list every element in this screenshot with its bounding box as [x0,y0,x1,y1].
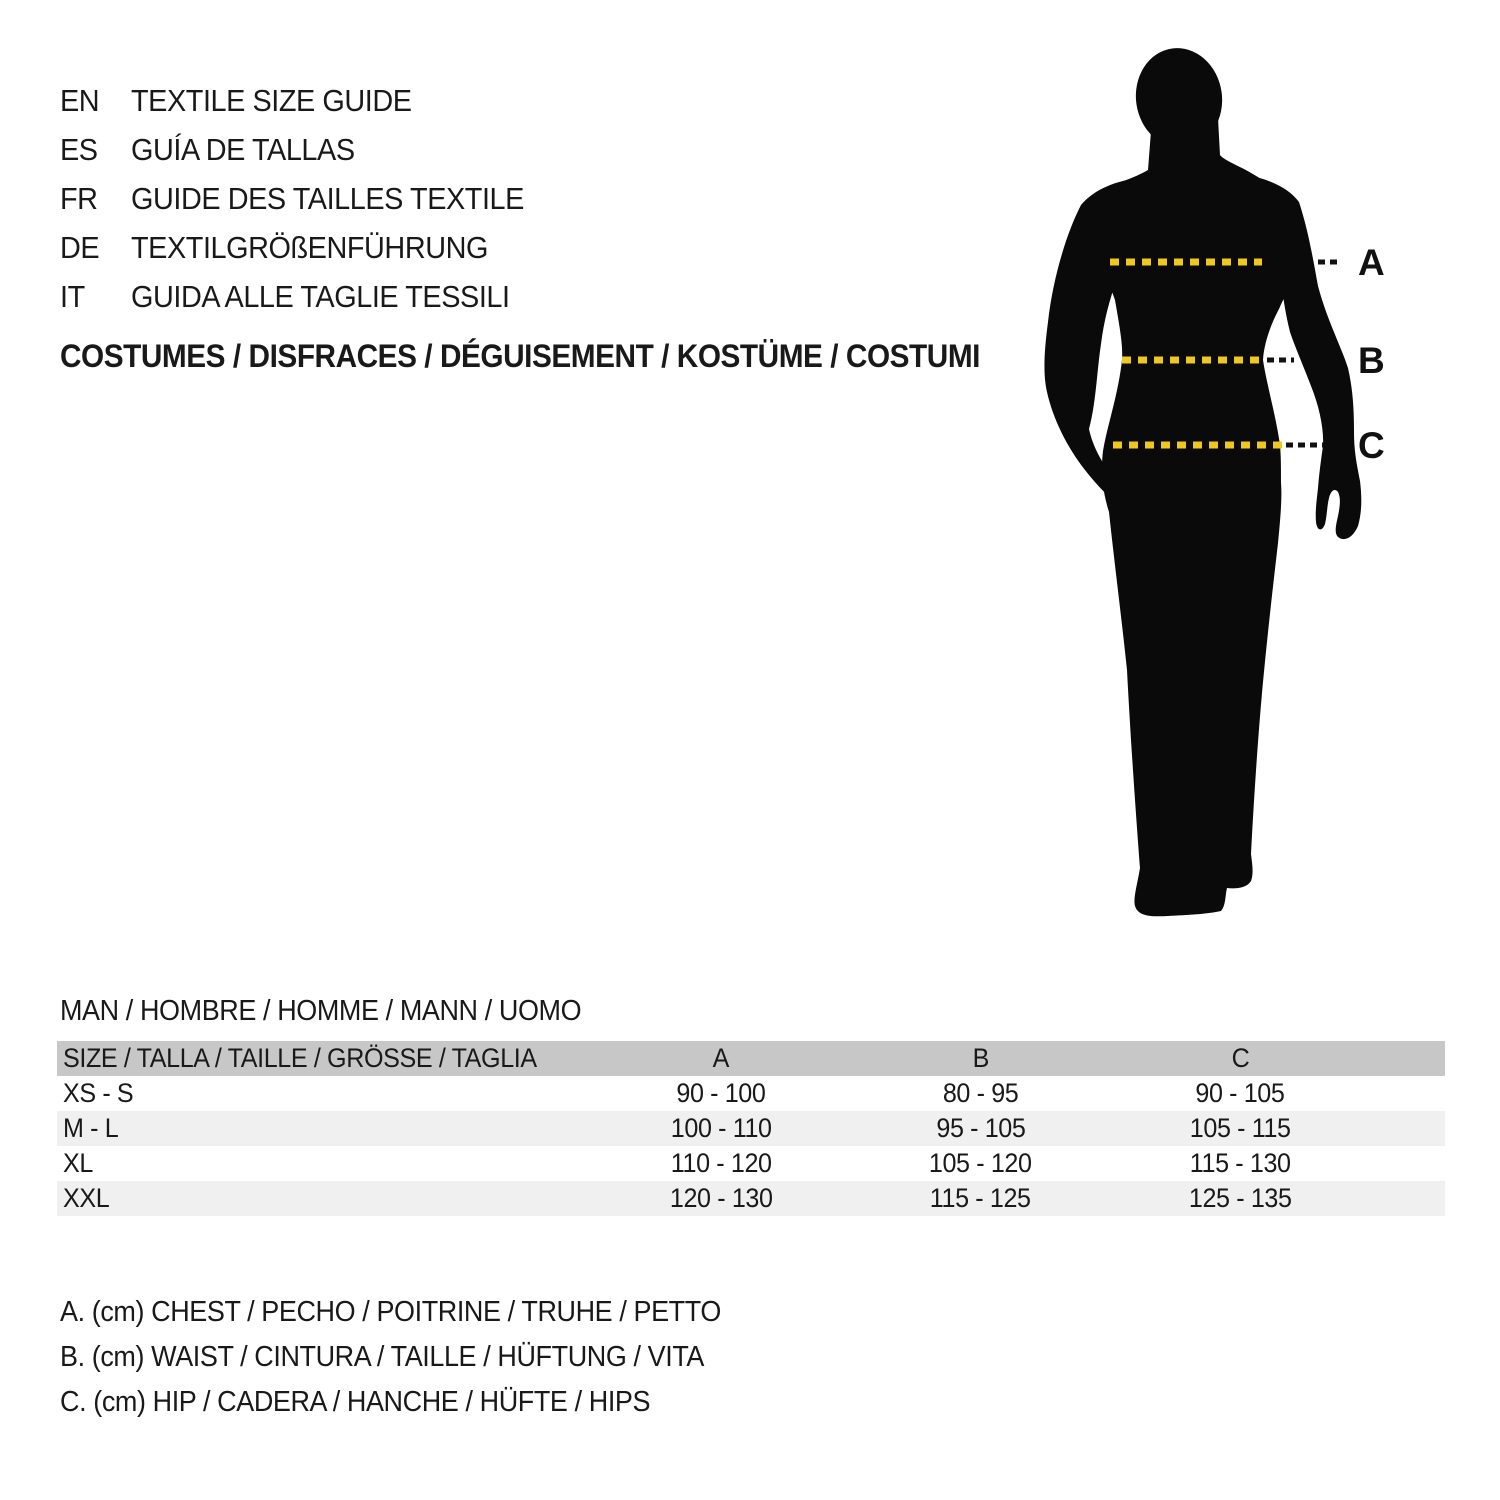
language-row-de [60,223,554,272]
table-row [57,1181,1445,1216]
cell-a: 110 - 120 [670,1148,772,1178]
header-c: C [1231,1043,1250,1073]
language-label: GUÍA DE TALLAS [131,131,355,167]
size-table-wrap [57,1041,1445,1216]
table-row [57,1111,1445,1146]
cell-a: 90 - 100 [676,1078,766,1108]
cell-a: 100 - 110 [670,1113,772,1143]
language-row-es [60,125,554,174]
cell-size: XL [63,1148,93,1178]
cell-spacer [1370,1111,1445,1146]
category-title: COSTUMES / DISFRACES / DÉGUISEMENT / KOSTÜME / COSTUMI [60,338,981,374]
measurement-figure [1040,48,1385,938]
language-code: DE [60,229,100,265]
cell-c: 105 - 115 [1189,1113,1291,1143]
language-row-en [60,76,554,125]
header-a: A [712,1043,730,1073]
table-header-row [57,1041,1445,1076]
man-silhouette-svg [1040,48,1385,938]
legend-hip: C. (cm) HIP / CADERA / HANCHE / HÜFTE / HIPS [60,1386,651,1418]
language-row-fr [60,174,554,223]
cell-b: 80 - 95 [942,1078,1019,1108]
legend-chest: A. (cm) CHEST / PECHO / POITRINE / TRUHE / PETTO [60,1296,721,1328]
cell-size: XS - S [63,1078,134,1108]
measurement-legend [60,1290,771,1425]
header-spacer [1370,1041,1445,1076]
size-table [57,1041,1445,1216]
language-code: FR [60,180,98,216]
language-code: EN [60,82,100,118]
cell-c: 90 - 105 [1195,1078,1285,1108]
language-code: IT [60,278,85,314]
cell-size: M - L [63,1113,119,1143]
header-b: B [972,1043,989,1073]
cell-spacer [1370,1146,1445,1181]
language-label: GUIDE DES TAILLES TEXTILE [131,180,524,216]
marker-letter-c: C [1358,425,1385,466]
cell-spacer [1370,1076,1445,1111]
cell-a: 120 - 130 [669,1183,773,1213]
marker-letter-b: B [1358,340,1385,381]
cell-c: 125 - 135 [1188,1183,1292,1213]
marker-letter-a: A [1358,242,1385,283]
language-label: GUIDA ALLE TAGLIE TESSILI [131,278,510,314]
header-size: SIZE / TALLA / TAILLE / GRÖSSE / TAGLIA [63,1043,537,1073]
gender-title: MAN / HOMBRE / HOMME / MANN / UOMO [60,995,582,1027]
language-label: TEXTILE SIZE GUIDE [131,82,412,118]
table-row [57,1146,1445,1181]
cell-spacer [1370,1181,1445,1216]
language-label: TEXTILGRÖßENFÜHRUNG [131,229,488,265]
cell-b: 105 - 120 [929,1148,1033,1178]
cell-b: 95 - 105 [936,1113,1026,1143]
table-row [57,1076,1445,1111]
language-row-it [60,272,554,321]
cell-b: 115 - 125 [930,1183,1032,1213]
language-list [60,76,554,321]
language-code: ES [60,131,98,167]
cell-size: XXL [63,1183,110,1213]
legend-waist: B. (cm) WAIST / CINTURA / TAILLE / HÜFTUNG / VITA [60,1341,705,1373]
cell-c: 115 - 130 [1189,1148,1291,1178]
